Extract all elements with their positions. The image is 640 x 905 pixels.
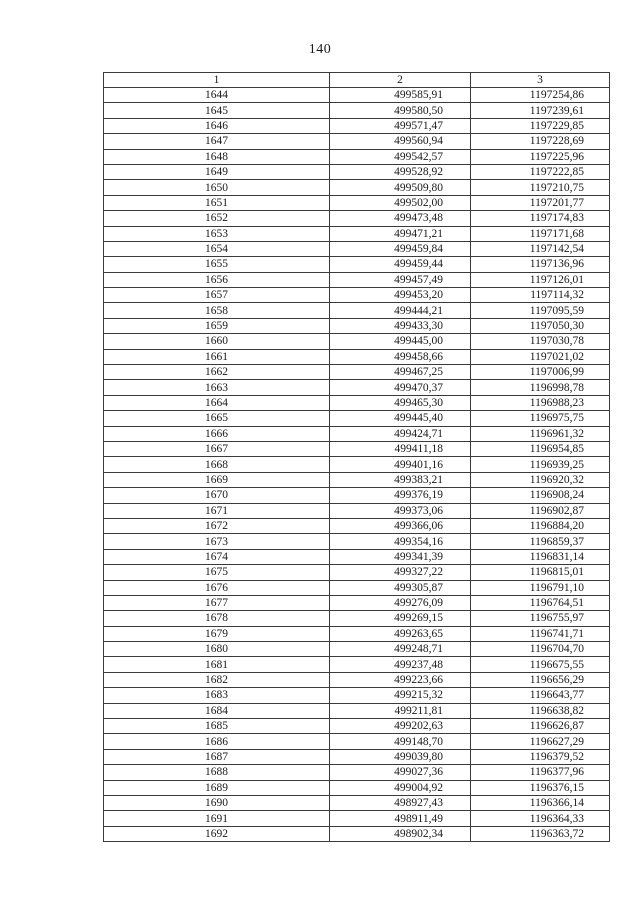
x-coordinate-cell: 499401,16	[330, 457, 471, 472]
point-number-cell: 1671	[104, 503, 330, 518]
y-coordinate-cell: 1197239,61	[471, 103, 610, 118]
point-number-cell: 1648	[104, 149, 330, 164]
x-coordinate-cell: 499542,57	[330, 149, 471, 164]
point-number-cell: 1674	[104, 549, 330, 564]
point-number-cell: 1666	[104, 426, 330, 441]
y-coordinate-cell: 1197021,02	[471, 349, 610, 364]
point-number-cell: 1685	[104, 719, 330, 734]
table-row	[104, 780, 610, 795]
y-coordinate-cell: 1196643,77	[471, 688, 610, 703]
y-coordinate-cell: 1196377,96	[471, 765, 610, 780]
table-row	[104, 642, 610, 657]
point-number-cell: 1655	[104, 257, 330, 272]
point-number-cell: 1661	[104, 349, 330, 364]
table-row	[104, 657, 610, 672]
table-row	[104, 180, 610, 195]
point-number-cell: 1688	[104, 765, 330, 780]
table-row	[104, 195, 610, 210]
table-row	[104, 241, 610, 256]
point-number-cell: 1679	[104, 626, 330, 641]
point-number-cell: 1689	[104, 780, 330, 795]
point-number-cell: 1649	[104, 164, 330, 179]
point-number-cell: 1651	[104, 195, 330, 210]
x-coordinate-cell: 499470,37	[330, 380, 471, 395]
point-number-cell: 1653	[104, 226, 330, 241]
table-row	[104, 518, 610, 533]
y-coordinate-cell: 1197254,86	[471, 88, 610, 103]
table-row	[104, 549, 610, 564]
table-row	[104, 672, 610, 687]
point-number-cell: 1673	[104, 534, 330, 549]
table-row	[104, 503, 610, 518]
y-coordinate-cell: 1196884,20	[471, 518, 610, 533]
y-coordinate-cell: 1197136,96	[471, 257, 610, 272]
table-row	[104, 688, 610, 703]
table-row	[104, 765, 610, 780]
point-number-cell: 1691	[104, 811, 330, 826]
point-number-cell: 1667	[104, 441, 330, 456]
y-coordinate-cell: 1196764,51	[471, 595, 610, 610]
point-number-cell: 1664	[104, 395, 330, 410]
point-number-cell: 1662	[104, 365, 330, 380]
x-coordinate-cell: 499459,44	[330, 257, 471, 272]
x-coordinate-cell: 499341,39	[330, 549, 471, 564]
point-number-cell: 1672	[104, 518, 330, 533]
x-coordinate-cell: 499202,63	[330, 719, 471, 734]
column-header-y: 3	[471, 73, 610, 88]
x-coordinate-cell: 499509,80	[330, 180, 471, 195]
table-row	[104, 318, 610, 333]
x-coordinate-cell: 499458,66	[330, 349, 471, 364]
table-header-row	[104, 73, 610, 88]
table-row	[104, 457, 610, 472]
x-coordinate-cell: 499580,50	[330, 103, 471, 118]
x-coordinate-cell: 498927,43	[330, 795, 471, 810]
y-coordinate-cell: 1197095,59	[471, 303, 610, 318]
y-coordinate-cell: 1196755,97	[471, 611, 610, 626]
point-number-cell: 1680	[104, 642, 330, 657]
x-coordinate-cell: 499457,49	[330, 272, 471, 287]
table-row	[104, 164, 610, 179]
table-row	[104, 134, 610, 149]
y-coordinate-cell: 1197126,01	[471, 272, 610, 287]
table-row	[104, 149, 610, 164]
y-coordinate-cell: 1197222,85	[471, 164, 610, 179]
point-number-cell: 1645	[104, 103, 330, 118]
table-row	[104, 380, 610, 395]
y-coordinate-cell: 1196975,75	[471, 411, 610, 426]
y-coordinate-cell: 1197210,75	[471, 180, 610, 195]
x-coordinate-cell: 499004,92	[330, 780, 471, 795]
point-number-cell: 1670	[104, 488, 330, 503]
y-coordinate-cell: 1196939,25	[471, 457, 610, 472]
x-coordinate-cell: 499383,21	[330, 472, 471, 487]
column-header-point: 1	[104, 73, 330, 88]
y-coordinate-cell: 1196902,87	[471, 503, 610, 518]
x-coordinate-cell: 499571,47	[330, 118, 471, 133]
table-row	[104, 118, 610, 133]
x-coordinate-cell: 499039,80	[330, 749, 471, 764]
x-coordinate-cell: 499467,25	[330, 365, 471, 380]
x-coordinate-cell: 499411,18	[330, 441, 471, 456]
y-coordinate-cell: 1196627,29	[471, 734, 610, 749]
point-number-cell: 1681	[104, 657, 330, 672]
y-coordinate-cell: 1196366,14	[471, 795, 610, 810]
x-coordinate-cell: 499223,66	[330, 672, 471, 687]
y-coordinate-cell: 1196815,01	[471, 565, 610, 580]
point-number-cell: 1658	[104, 303, 330, 318]
y-coordinate-cell: 1196831,14	[471, 549, 610, 564]
y-coordinate-cell: 1197174,83	[471, 211, 610, 226]
table-row	[104, 734, 610, 749]
table-row	[104, 88, 610, 103]
table-row	[104, 595, 610, 610]
x-coordinate-cell: 499248,71	[330, 642, 471, 657]
x-coordinate-cell: 499444,21	[330, 303, 471, 318]
table-row	[104, 441, 610, 456]
point-number-cell: 1669	[104, 472, 330, 487]
table-row	[104, 365, 610, 380]
y-coordinate-cell: 1196920,32	[471, 472, 610, 487]
point-number-cell: 1663	[104, 380, 330, 395]
x-coordinate-cell: 499465,30	[330, 395, 471, 410]
y-coordinate-cell: 1196908,24	[471, 488, 610, 503]
x-coordinate-cell: 499354,16	[330, 534, 471, 549]
point-number-cell: 1652	[104, 211, 330, 226]
x-coordinate-cell: 499560,94	[330, 134, 471, 149]
table-row	[104, 719, 610, 734]
x-coordinate-cell: 499473,48	[330, 211, 471, 226]
table-row	[104, 103, 610, 118]
table-row	[104, 826, 610, 841]
table-row	[104, 580, 610, 595]
x-coordinate-cell: 499528,92	[330, 164, 471, 179]
point-number-cell: 1668	[104, 457, 330, 472]
point-number-cell: 1650	[104, 180, 330, 195]
x-coordinate-cell: 499366,06	[330, 518, 471, 533]
point-number-cell: 1654	[104, 241, 330, 256]
y-coordinate-cell: 1196741,71	[471, 626, 610, 641]
table-row	[104, 395, 610, 410]
x-coordinate-cell: 499263,65	[330, 626, 471, 641]
x-coordinate-cell: 499433,30	[330, 318, 471, 333]
table-row	[104, 288, 610, 303]
x-coordinate-cell: 498902,34	[330, 826, 471, 841]
point-number-cell: 1656	[104, 272, 330, 287]
x-coordinate-cell: 499305,87	[330, 580, 471, 595]
x-coordinate-cell: 499585,91	[330, 88, 471, 103]
table-row	[104, 411, 610, 426]
y-coordinate-cell: 1197006,99	[471, 365, 610, 380]
table-row	[104, 211, 610, 226]
table-row	[104, 488, 610, 503]
x-coordinate-cell: 499027,36	[330, 765, 471, 780]
point-number-cell: 1676	[104, 580, 330, 595]
y-coordinate-cell: 1196961,32	[471, 426, 610, 441]
table-row	[104, 472, 610, 487]
x-coordinate-cell: 499453,20	[330, 288, 471, 303]
x-coordinate-cell: 499148,70	[330, 734, 471, 749]
x-coordinate-cell: 498911,49	[330, 811, 471, 826]
point-number-cell: 1675	[104, 565, 330, 580]
y-coordinate-cell: 1197030,78	[471, 334, 610, 349]
x-coordinate-cell: 499424,71	[330, 426, 471, 441]
y-coordinate-cell: 1197050,30	[471, 318, 610, 333]
y-coordinate-cell: 1196626,87	[471, 719, 610, 734]
point-number-cell: 1644	[104, 88, 330, 103]
x-coordinate-cell: 499237,48	[330, 657, 471, 672]
point-number-cell: 1690	[104, 795, 330, 810]
table-row	[104, 749, 610, 764]
x-coordinate-cell: 499376,19	[330, 488, 471, 503]
y-coordinate-cell: 1196656,29	[471, 672, 610, 687]
point-number-cell: 1659	[104, 318, 330, 333]
x-coordinate-cell: 499445,40	[330, 411, 471, 426]
point-number-cell: 1647	[104, 134, 330, 149]
y-coordinate-cell: 1196988,23	[471, 395, 610, 410]
x-coordinate-cell: 499211,81	[330, 703, 471, 718]
x-coordinate-cell: 499502,00	[330, 195, 471, 210]
y-coordinate-cell: 1196675,55	[471, 657, 610, 672]
point-number-cell: 1686	[104, 734, 330, 749]
point-number-cell: 1678	[104, 611, 330, 626]
x-coordinate-cell: 499373,06	[330, 503, 471, 518]
y-coordinate-cell: 1196363,72	[471, 826, 610, 841]
table-row	[104, 334, 610, 349]
x-coordinate-cell: 499215,32	[330, 688, 471, 703]
point-number-cell: 1684	[104, 703, 330, 718]
table-row	[104, 626, 610, 641]
y-coordinate-cell: 1196859,37	[471, 534, 610, 549]
x-coordinate-cell: 499471,21	[330, 226, 471, 241]
y-coordinate-cell: 1197142,54	[471, 241, 610, 256]
table-row	[104, 272, 610, 287]
point-number-cell: 1657	[104, 288, 330, 303]
table-body	[104, 88, 610, 842]
table-row	[104, 534, 610, 549]
y-coordinate-cell: 1196704,70	[471, 642, 610, 657]
y-coordinate-cell: 1196638,82	[471, 703, 610, 718]
point-number-cell: 1660	[104, 334, 330, 349]
y-coordinate-cell: 1196376,15	[471, 780, 610, 795]
point-number-cell: 1687	[104, 749, 330, 764]
point-number-cell: 1692	[104, 826, 330, 841]
x-coordinate-cell: 499269,15	[330, 611, 471, 626]
y-coordinate-cell: 1197201,77	[471, 195, 610, 210]
column-header-x: 2	[330, 73, 471, 88]
table-row	[104, 703, 610, 718]
table-row	[104, 426, 610, 441]
y-coordinate-cell: 1197171,68	[471, 226, 610, 241]
y-coordinate-cell: 1196379,52	[471, 749, 610, 764]
coordinates-table	[103, 72, 610, 842]
point-number-cell: 1665	[104, 411, 330, 426]
x-coordinate-cell: 499445,00	[330, 334, 471, 349]
y-coordinate-cell: 1197229,85	[471, 118, 610, 133]
point-number-cell: 1646	[104, 118, 330, 133]
table-row	[104, 795, 610, 810]
y-coordinate-cell: 1197225,96	[471, 149, 610, 164]
x-coordinate-cell: 499276,09	[330, 595, 471, 610]
table-row	[104, 303, 610, 318]
point-number-cell: 1683	[104, 688, 330, 703]
point-number-cell: 1677	[104, 595, 330, 610]
y-coordinate-cell: 1196998,78	[471, 380, 610, 395]
point-number-cell: 1682	[104, 672, 330, 687]
table-row	[104, 811, 610, 826]
y-coordinate-cell: 1197114,32	[471, 288, 610, 303]
page-number: 140	[308, 42, 332, 57]
y-coordinate-cell: 1196954,85	[471, 441, 610, 456]
y-coordinate-cell: 1196791,10	[471, 580, 610, 595]
y-coordinate-cell: 1196364,33	[471, 811, 610, 826]
table-row	[104, 349, 610, 364]
x-coordinate-cell: 499459,84	[330, 241, 471, 256]
table-row	[104, 257, 610, 272]
table-row	[104, 611, 610, 626]
x-coordinate-cell: 499327,22	[330, 565, 471, 580]
table-row	[104, 226, 610, 241]
table-row	[104, 565, 610, 580]
y-coordinate-cell: 1197228,69	[471, 134, 610, 149]
